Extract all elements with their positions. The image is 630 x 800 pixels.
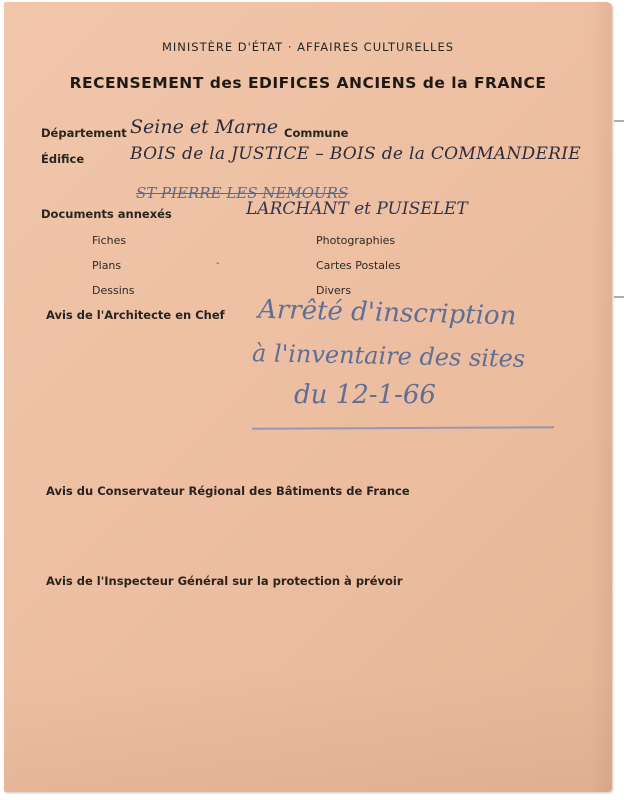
binder-mark bbox=[614, 296, 624, 298]
edifice-value: BOIS de la JUSTICE – BOIS de la COMMANDERIE bbox=[130, 144, 582, 164]
cartes-postales-label: Cartes Postales bbox=[316, 259, 401, 272]
divers-label: Divers bbox=[316, 284, 352, 297]
avis-handwriting-line3: du 12-1-66 bbox=[294, 380, 436, 410]
signature-rule bbox=[252, 426, 554, 430]
fiches-label: Fiches bbox=[92, 234, 127, 247]
avis-architecte-label: Avis de l'Architecte en Chef bbox=[46, 308, 225, 322]
commune-value: LARCHANT et PUISELET bbox=[246, 199, 468, 219]
page-fold-shadow bbox=[4, 672, 612, 792]
departement-label: Département bbox=[41, 126, 127, 140]
avis-inspecteur-label: Avis de l'Inspecteur Général sur la protection à prévoir bbox=[46, 574, 403, 588]
departement-value: Seine et Marne bbox=[130, 116, 279, 138]
commune-label: Commune bbox=[284, 126, 349, 140]
avis-handwriting-line2: à l'inventaire des sites bbox=[251, 339, 526, 373]
documents-label: Documents annexés bbox=[41, 207, 172, 221]
form-title: RECENSEMENT des EDIFICES ANCIENS de la FRANCE bbox=[69, 74, 547, 92]
commune-struck-value: ST PIERRE LES NEMOURS bbox=[136, 184, 349, 202]
avis-conservateur-label: Avis du Conservateur Régional des Bâtiments de France bbox=[46, 484, 410, 498]
document-page bbox=[4, 2, 612, 792]
separator-dash: - bbox=[216, 258, 220, 269]
plans-label: Plans bbox=[92, 259, 122, 272]
edifice-label: Édifice bbox=[41, 152, 85, 166]
dessins-label: Dessins bbox=[92, 284, 135, 297]
binder-mark bbox=[614, 120, 624, 122]
ministry-header: MINISTÈRE D'ÉTAT · AFFAIRES CULTURELLES bbox=[161, 40, 455, 54]
photographies-label: Photographies bbox=[316, 234, 396, 247]
avis-handwriting-line1: Arrêté d'inscription bbox=[257, 294, 517, 332]
